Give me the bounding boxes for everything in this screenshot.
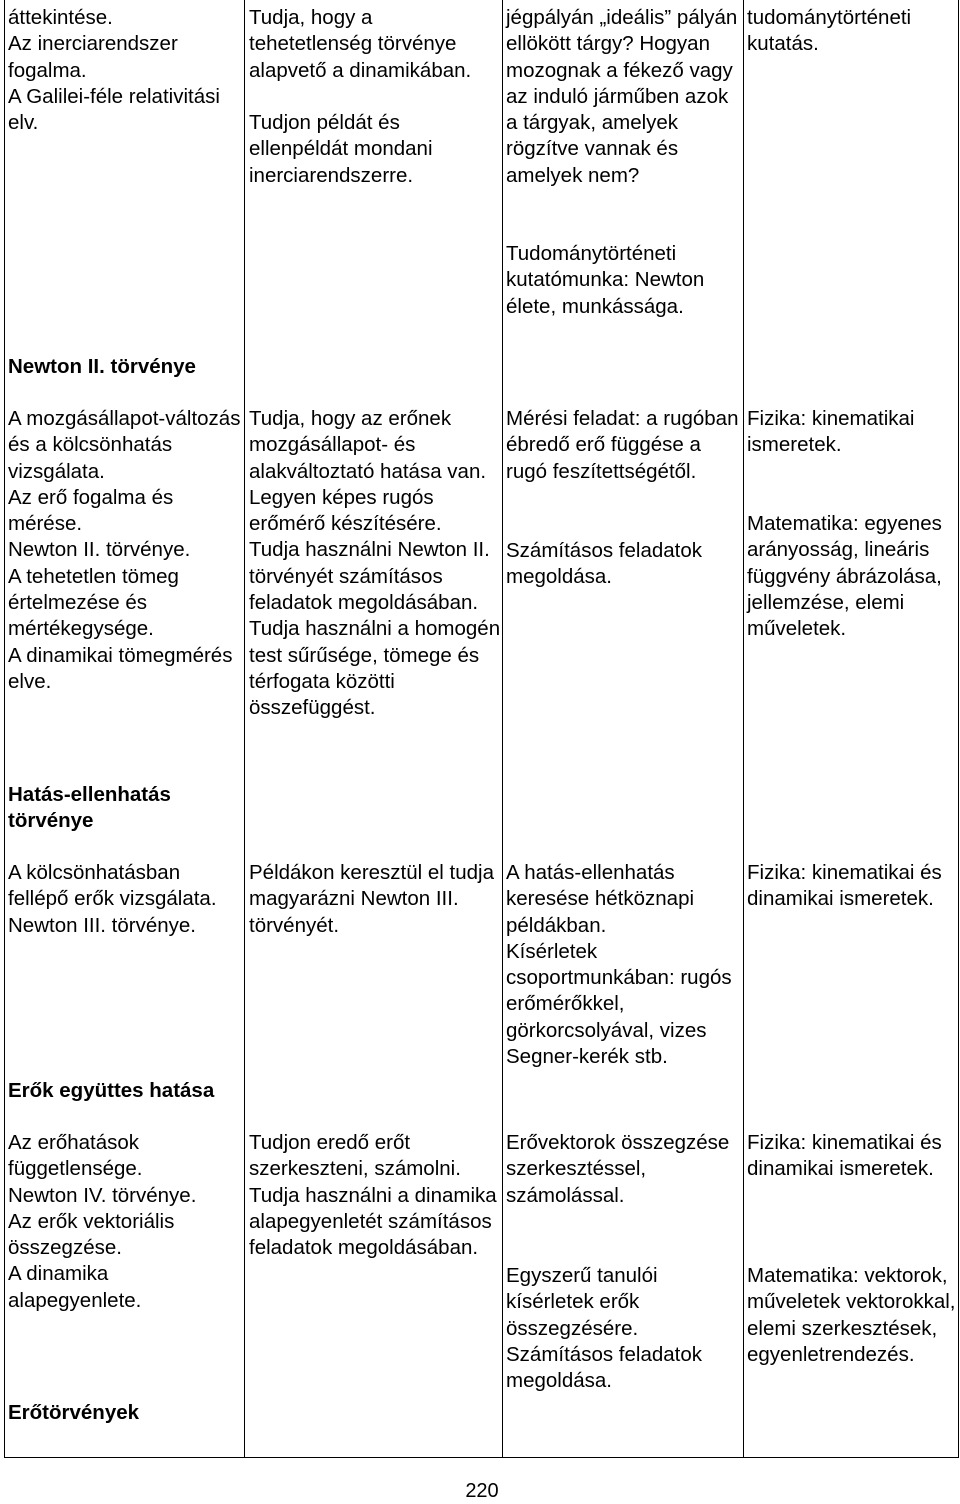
top-row-connections: tudománytörténeti kutatás. xyxy=(747,6,912,56)
top-row-content: áttekintése. Az inerciarendszer fogalma. A Galilei-féle relativitási elv. xyxy=(8,6,220,135)
top-row-requirements-a: Tudja, hogy a tehetetlenség törvénye alapvető a dinamikában. xyxy=(249,6,472,82)
top-row-activities-a: jégpályán „ideális” pályán ellökött tárgy? Hogyan mozognak a fékező vagy az induló járműben azok a tárgyak, amelyek rögzítve vannak és amelyek nem? xyxy=(506,6,738,187)
column-divider xyxy=(743,0,744,1458)
top-row-requirements-b: Tudjon példát és ellenpéldát mondani inerciarendszerre. xyxy=(249,111,433,187)
combined-forces-activities-b: Egyszerű tanulói kísérletek erők összegzésére. Számításos feladatok megoldása. xyxy=(506,1264,702,1393)
newton-2-connections-b: Matematika: egyenes arányosság, lineáris függvény ábrázolása, jellemzése, elemi műveletek. xyxy=(747,512,942,641)
action-reaction-connections: Fizika: kinematikai és dinamikai ismeretek. xyxy=(747,861,942,911)
column-divider xyxy=(244,0,245,1458)
newton-2-connections-a: Fizika: kinematikai ismeretek. xyxy=(747,407,915,457)
section-heading-combined-forces: Erők együttes hatása xyxy=(8,1079,215,1102)
combined-forces-connections-a: Fizika: kinematikai és dinamikai ismeretek. xyxy=(747,1131,942,1181)
top-row-activities-b: Tudománytörténeti kutatómunka: Newton élete, munkássága. xyxy=(506,242,705,318)
action-reaction-content: A kölcsönhatásban fellépő erők vizsgálata. Newton III. törvénye. xyxy=(8,861,217,937)
combined-forces-activities-a: Erővektorok összegzése szerkesztéssel, számolással. xyxy=(506,1131,730,1207)
section-heading-force-laws: Erőtörvények xyxy=(8,1401,140,1424)
section-heading-action-reaction: Hatás-ellenhatás törvénye xyxy=(8,783,171,833)
newton-2-activities-a: Mérési feladat: a rugóban ébredő erő függése a rugó feszítettségétől. xyxy=(506,407,739,483)
action-reaction-requirements: Példákon keresztül el tudja magyarázni Newton III. törvényét. xyxy=(249,861,495,937)
newton-2-content: A mozgásállapot-változás és a kölcsönhatás vizsgálata. Az erő fogalma és mérése. Newton II. törvénye. A tehetetlen tömeg értelmezése és mértékegysége. A dinamikai tömegmérés elve. xyxy=(8,407,241,693)
newton-2-requirements: Tudja, hogy az erőnek mozgásállapot- és alakváltoztató hatása van. Legyen képes rugós erőmérő készítésére. Tudja használni Newton II. törvényét számításos feladatok megoldásában. Tudja használni a homogén test sűrűsége, tömege és térfogata közötti összefüggést. xyxy=(249,407,501,720)
combined-forces-content: Az erőhatások függetlensége. Newton IV. törvénye. Az erők vektoriális összegzése. A dinamika alapegyenlete. xyxy=(8,1131,197,1312)
column-divider xyxy=(502,0,503,1458)
combined-forces-requirements: Tudjon eredő erőt szerkeszteni, számolni. Tudja használni a dinamika alapegyenletét számításos feladatok megoldásában. xyxy=(249,1131,497,1260)
newton-2-activities-b: Számításos feladatok megoldása. xyxy=(506,539,702,589)
page-number: 220 xyxy=(465,1480,499,1502)
section-heading-newton-2: Newton II. törvénye xyxy=(8,355,196,378)
combined-forces-connections-b: Matematika: vektorok, műveletek vektorokkal, elemi szerkesztések, egyenletrendezés. xyxy=(747,1264,956,1366)
action-reaction-activities: A hatás-ellenhatás keresése hétköznapi példákban. Kísérletek csoportmunkában: rugós erőmérőkkel, görkorcsolyával, vizes Segner-kerék stb. xyxy=(506,861,732,1069)
